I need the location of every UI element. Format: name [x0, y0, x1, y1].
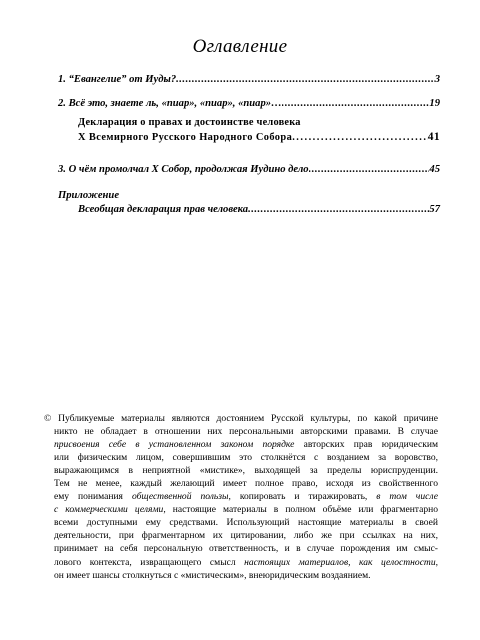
copyright-line [54, 542, 438, 555]
copyright-notice [44, 412, 438, 582]
copyright-text: он имеет шансы столкнуться с «мистическим», внеюридическим воздаянием. [54, 569, 371, 581]
toc-entry-1[interactable] [58, 74, 440, 88]
copyright-text: лового контекста, извращающего смысл [54, 556, 245, 568]
copyright-line [54, 529, 438, 542]
toc-entry-2[interactable] [58, 98, 440, 112]
copyright-text: ему понимания [54, 491, 132, 503]
copyright-line [44, 412, 438, 425]
copyright-text: , настоящие материалы в полном объёме или фрагментарно [163, 504, 438, 516]
copyright-emphasis: в том числе [376, 491, 438, 503]
toc-entry-title: 2. Всё это, знаете ль, «пиар», «пиар», «пиар»… [58, 98, 282, 109]
toc-leader-dots [309, 164, 430, 175]
copyright-text: авторских прав юридическим [294, 439, 438, 451]
copyright-text: , копировать и тиражировать, [228, 491, 377, 503]
toc-subentry-line1: Декларация о правах и достоинстве человека [78, 117, 301, 128]
copyright-emphasis: с коммерческими целями [54, 504, 164, 516]
copyright-text: © Публикуемые материалы являются достоянием Русской культуры, по какой причине [44, 413, 438, 424]
appendix-heading: Приложение [58, 190, 120, 201]
copyright-text: никто не обладает в отношении них персональными авторскими правами. В случае [54, 426, 438, 438]
copyright-text: выражающимся в неприятной «мистике», выходящей за пределы юриспруденции. [54, 465, 438, 477]
toc-subentry-line2: Х Всемирного Русского Народного Собора [78, 132, 293, 143]
copyright-text: , [435, 556, 438, 568]
toc-leader-dots [282, 98, 430, 109]
toc-leader-dots [248, 204, 429, 215]
copyright-line [54, 451, 438, 464]
toc-entry-page: 57 [429, 204, 440, 215]
copyright-emphasis: присвоения себе в установленном законом порядке [54, 439, 295, 451]
copyright-line [54, 503, 438, 516]
copyright-line [54, 556, 438, 569]
toc-entry-page: 45 [429, 164, 440, 175]
copyright-emphasis: общественной пользы [131, 491, 229, 503]
copyright-text: Тем не менее, каждый желающий имеет полное право, исходя из свойственного [54, 478, 438, 490]
copyright-line [54, 490, 438, 503]
copyright-emphasis: настоящих материалов, как целостности [244, 556, 436, 568]
copyright-line [54, 477, 438, 490]
copyright-text: всеми доступными ему средствами. Использующий настоящие материалы в своей [54, 517, 438, 529]
toc-entry-page: 3 [434, 74, 440, 85]
copyright-text: деятельности, при фрагментарном их цитировании, либо же при ссылках на них, [54, 530, 438, 542]
copyright-text: принимает на себя персональную ответственность, и в случае порождения им смыс- [54, 543, 438, 555]
toc-entry-page: 19 [429, 98, 440, 109]
copyright-line [54, 464, 438, 477]
toc-leader-dots [176, 74, 435, 85]
copyright-text: или физическим лицом, совершившим это столкнётся с возданием за воровство, [54, 452, 438, 464]
page-title: Оглавление [192, 36, 288, 57]
toc-entry-3[interactable] [58, 164, 440, 178]
toc-entry-title: 1. “Евангелие” от Иуды? [58, 74, 177, 85]
copyright-line [54, 516, 438, 529]
copyright-line [54, 569, 438, 582]
toc-entry-page: 41 [427, 131, 440, 143]
toc-entry-title: 3. О чём промолчал Х Собор, продолжая Иудино дело [58, 164, 309, 175]
copyright-line [54, 438, 438, 451]
toc-subentry-line2-row [78, 131, 440, 143]
copyright-line [54, 425, 438, 438]
toc-entry-title: Всеобщая декларация прав человека [78, 204, 249, 215]
toc-entry-appendix[interactable] [78, 204, 440, 215]
toc-leader-dots [292, 132, 428, 143]
